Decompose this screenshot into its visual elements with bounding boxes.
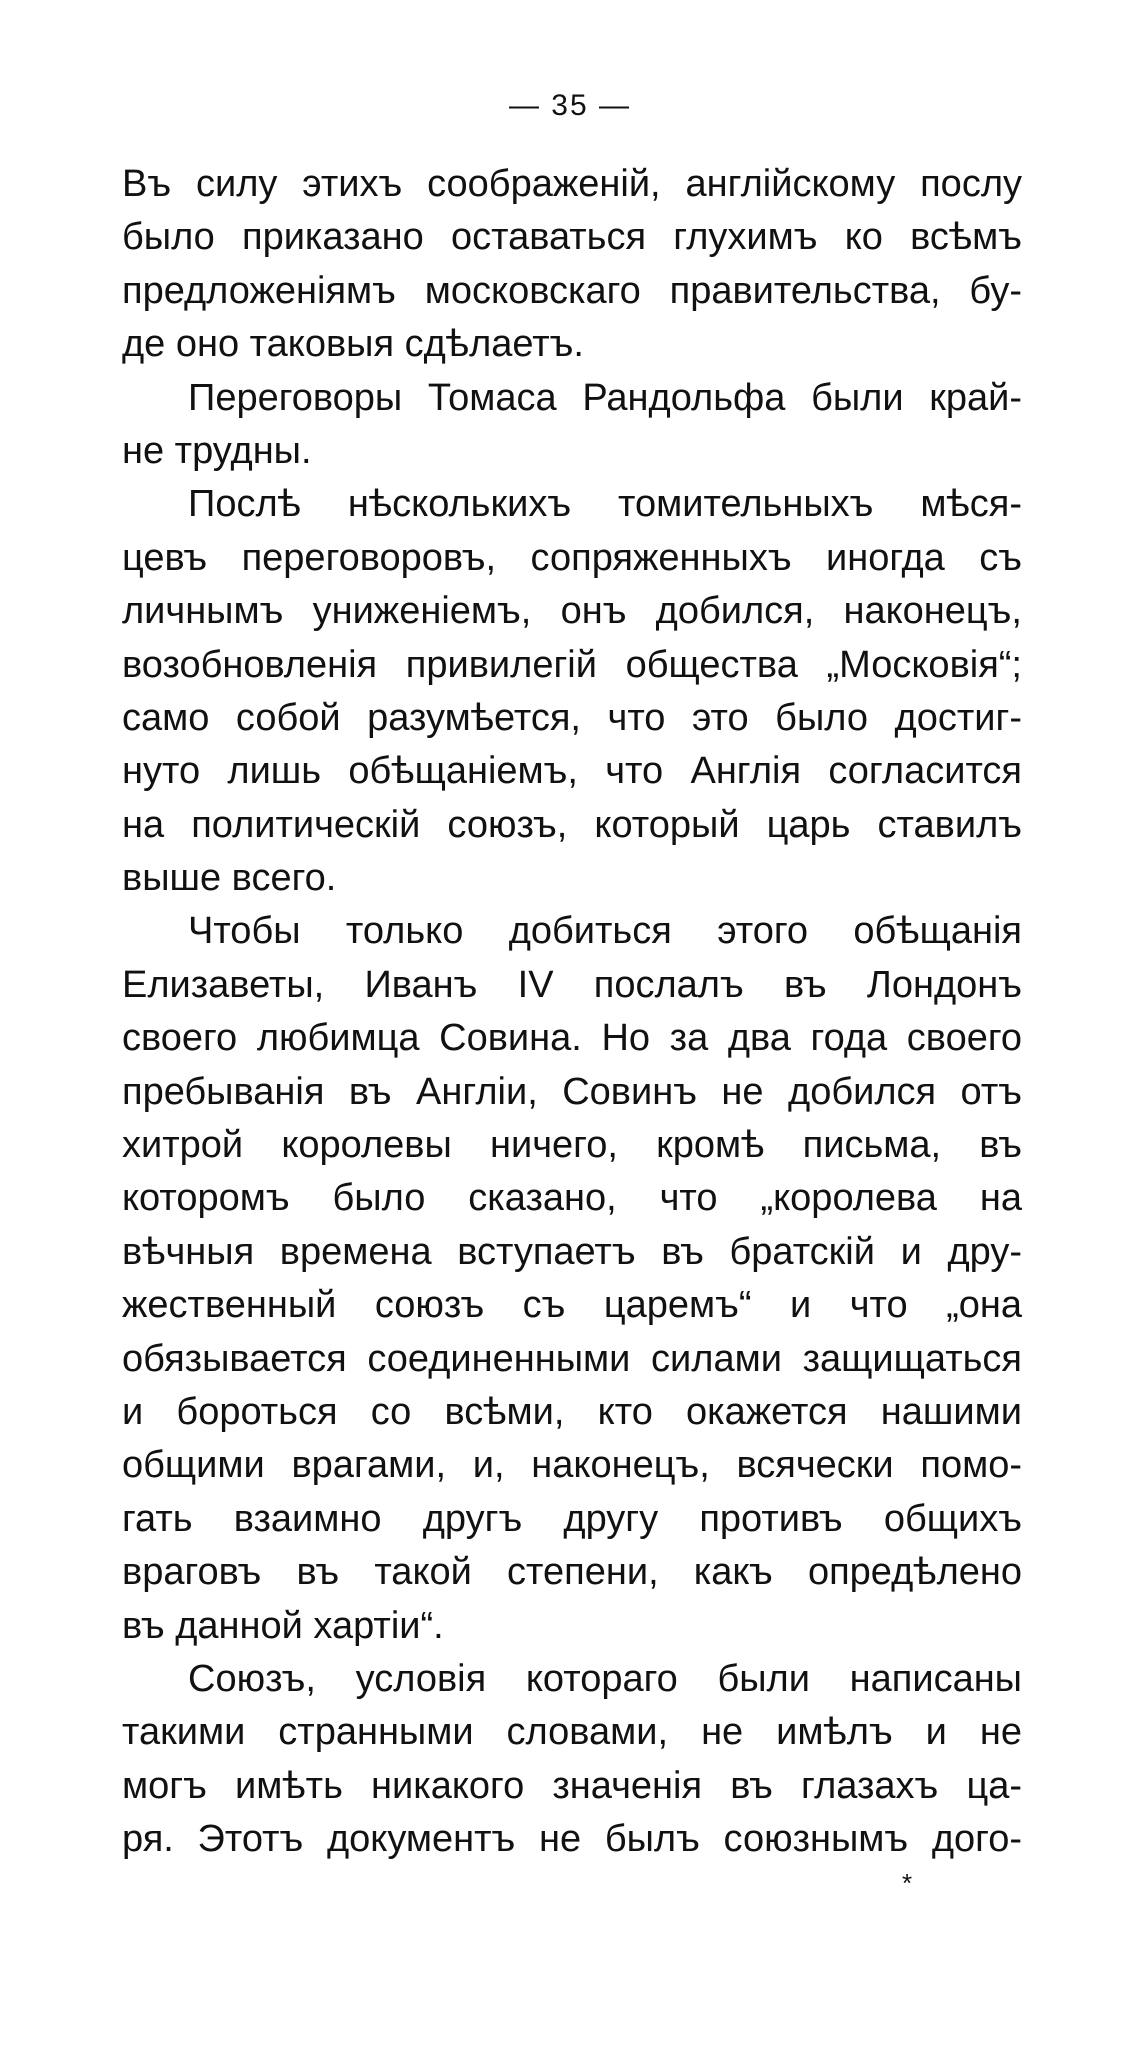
text-line: возобновленія привилегій общества „Московія“; bbox=[122, 643, 1022, 686]
text-line: общими врагами, и, наконецъ, всячески помо- bbox=[122, 1444, 1022, 1487]
text-line: предложеніямъ московскаго правительства, бу- bbox=[122, 269, 1022, 312]
text-line: враговъ въ такой степени, какъ опредѣлено bbox=[122, 1551, 1022, 1594]
text-line: на политическій союзъ, который царь ставилъ bbox=[122, 803, 1022, 846]
page-number: — 35 — bbox=[508, 89, 632, 122]
text-line: нуто лишь обѣщаніемъ, что Англія согласится bbox=[122, 750, 1022, 793]
text-line: въ данной хартіи“. bbox=[122, 1604, 444, 1647]
text-line: обязывается соединенными силами защищаться bbox=[122, 1337, 1022, 1380]
text-line: выше всего. bbox=[122, 857, 337, 900]
text-line: своего любимца Совина. Но за два года своего bbox=[122, 1017, 1022, 1060]
text-line: Союзъ, условія котораго были написаны bbox=[188, 1657, 1022, 1700]
text-line: де оно таковыя сдѣлаетъ. bbox=[122, 323, 584, 366]
text-line: Послѣ нѣсколькихъ томительныхъ мѣся- bbox=[188, 483, 1022, 526]
text-line: гать взаимно другъ другу противъ общихъ bbox=[122, 1497, 1022, 1540]
text-line: Въ силу этихъ соображеній, англійскому послу bbox=[122, 163, 1022, 205]
text-line: Переговоры Томаса Рандольфа были край- bbox=[188, 376, 1022, 419]
text-line: ря. Этотъ документъ не былъ союзнымъ дого- bbox=[122, 1818, 1022, 1861]
text-line: было приказано оставаться глухимъ ко всѣмъ bbox=[122, 216, 1022, 259]
text-line: могъ имѣть никакого значенія въ глазахъ ца- bbox=[122, 1764, 1022, 1807]
text-line: Чтобы только добиться этого обѣщанія bbox=[188, 910, 1022, 953]
text-line: и бороться со всѣми, кто окажется нашими bbox=[122, 1390, 1022, 1433]
signature-mark: * bbox=[902, 1868, 913, 1898]
text-line: пребыванія въ Англіи, Совинъ не добился отъ bbox=[122, 1070, 1022, 1113]
text-line: которомъ было сказано, что „королева на bbox=[122, 1177, 1022, 1220]
text-line: не трудны. bbox=[122, 429, 312, 472]
body-text bbox=[122, 158, 1022, 1867]
text-line: Елизаветы, Иванъ IV послалъ въ Лондонъ bbox=[122, 963, 1022, 1006]
text-line: само собой разумѣется, что это было достиг- bbox=[122, 696, 1022, 739]
text-line: личнымъ униженіемъ, онъ добился, наконецъ, bbox=[122, 590, 1022, 633]
text-line: хитрой королевы ничего, кромѣ письма, въ bbox=[122, 1124, 1022, 1167]
text-line: жественный союзъ съ царемъ“ и что „она bbox=[122, 1284, 1022, 1327]
text-line: цевъ переговоровъ, сопряженныхъ иногда съ bbox=[122, 536, 1022, 579]
text-line: такими странными словами, не имѣлъ и не bbox=[122, 1711, 1022, 1754]
text-line: вѣчныя времена вступаетъ въ братскій и дру- bbox=[122, 1230, 1022, 1273]
